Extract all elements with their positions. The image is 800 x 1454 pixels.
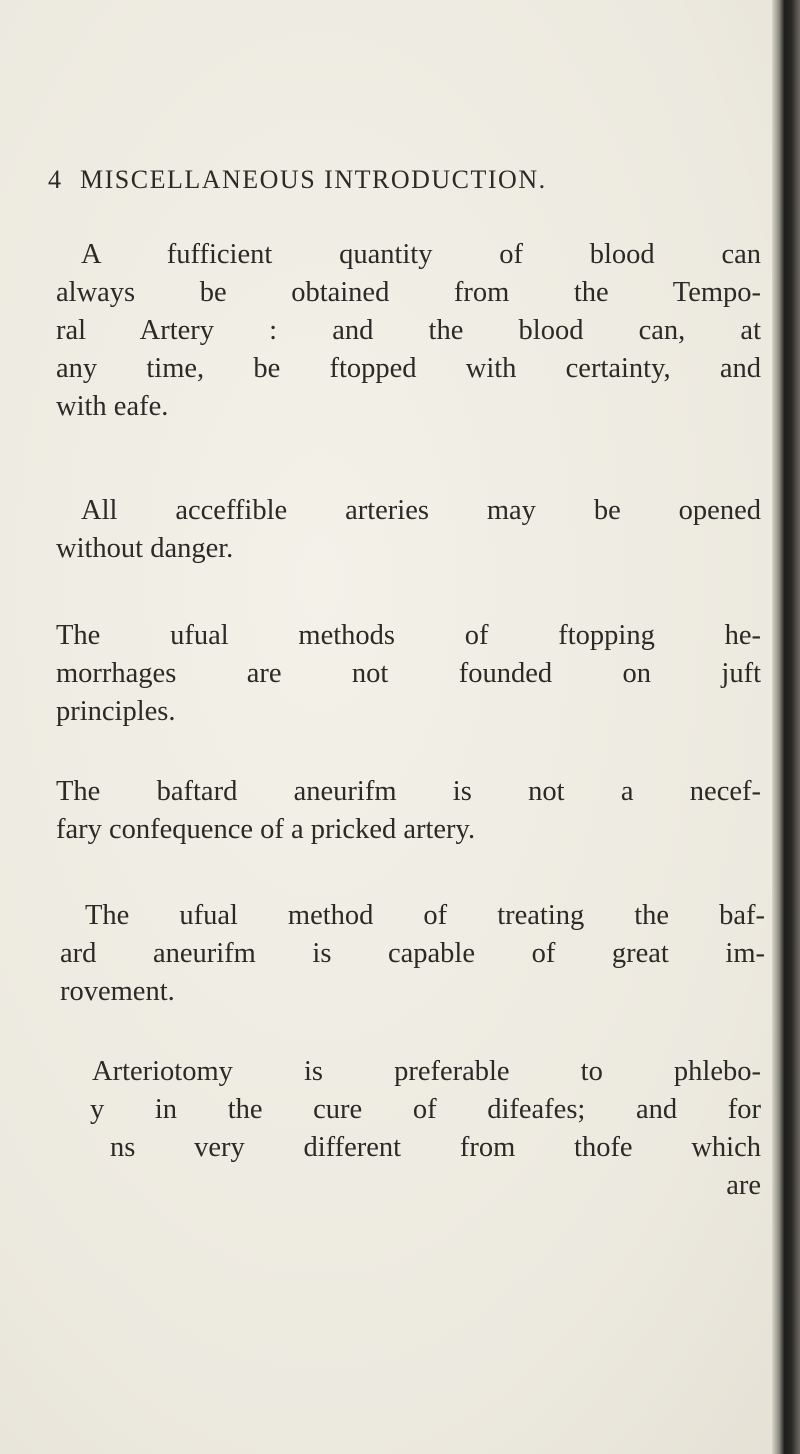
text-line: without danger. xyxy=(56,533,234,564)
text-line: A fufficient quantity of blood can xyxy=(81,239,761,270)
paragraph-accessible-arteries xyxy=(56,492,761,568)
paragraph-treating-aneurism xyxy=(60,897,765,1011)
text-line: ns very different from thofe which xyxy=(110,1132,761,1163)
running-head: MISCELLANEOUS INTRODUCTION. xyxy=(80,165,547,194)
paragraph-temporal-artery xyxy=(56,236,761,426)
text-line: any time, be ftopped with certainty, and xyxy=(56,353,761,384)
paragraph-arteriotomy xyxy=(92,1053,761,1205)
text-line: principles. xyxy=(56,696,176,727)
book-binding-edge xyxy=(772,0,800,1454)
text-line: All acceffible arteries may be opened xyxy=(81,495,761,526)
text-line: ard aneurifm is capable of great im- xyxy=(60,938,765,969)
text-line: with eafe. xyxy=(56,391,169,422)
text-line: ral Artery : and the blood can, at xyxy=(56,315,761,346)
text-line: The ufual method of treating the baf- xyxy=(85,900,765,931)
catchword: are xyxy=(726,1170,761,1201)
paragraph-bastard-aneurism xyxy=(56,773,761,849)
text-line: The ufual methods of ftopping he- xyxy=(56,620,761,651)
text-line: fary confequence of a pricked artery. xyxy=(56,814,476,845)
text-line: y in the cure of difeafes; and for xyxy=(90,1094,761,1125)
paragraph-stopping-hemorrhages xyxy=(56,617,761,731)
text-line: morrhages are not founded on juft xyxy=(56,658,761,689)
text-line: rovement. xyxy=(60,976,175,1007)
text-line: always be obtained from the Tempo- xyxy=(56,277,761,308)
text-line: Arteriotomy is preferable to phlebo- xyxy=(92,1056,761,1087)
page-header xyxy=(48,165,768,205)
page-number: 4 xyxy=(48,165,63,194)
text-line: The baftard aneurifm is not a necef- xyxy=(56,776,761,807)
